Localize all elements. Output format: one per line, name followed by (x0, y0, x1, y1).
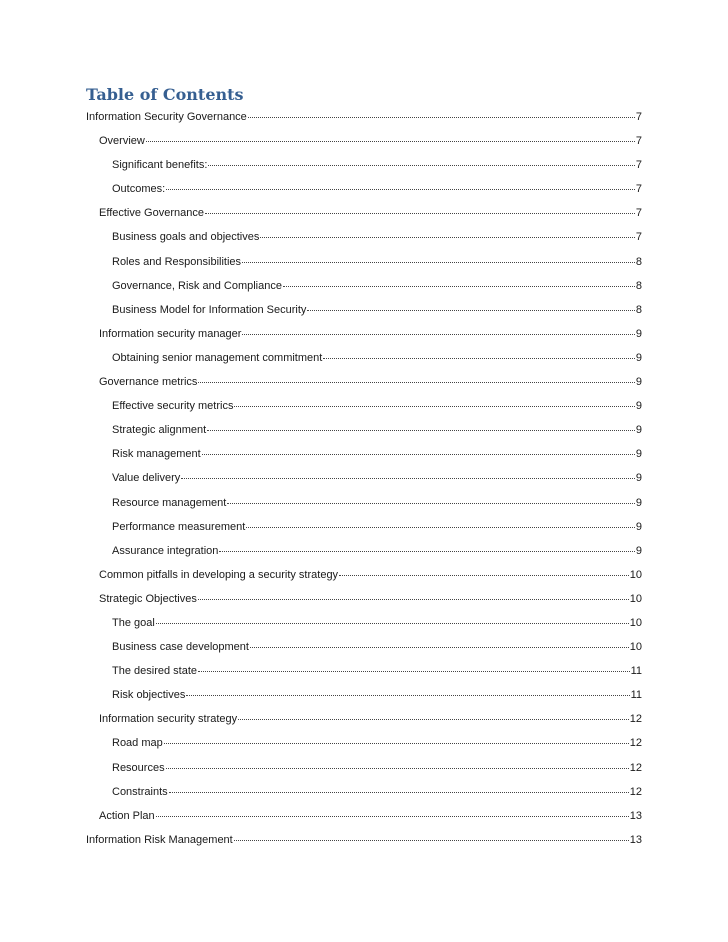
toc-dot-leader (169, 782, 629, 793)
toc-dot-leader (156, 613, 629, 624)
toc-entry-page-number[interactable]: 7 (635, 231, 642, 244)
toc-entry-page-number[interactable]: 9 (635, 400, 642, 413)
toc-dot-leader (307, 300, 634, 311)
toc-dot-leader (208, 155, 634, 166)
toc-entry-page-number[interactable]: 11 (630, 665, 642, 678)
toc-dot-leader (166, 758, 629, 769)
toc-entry-page-number[interactable]: 7 (635, 159, 642, 172)
toc-entry[interactable] (86, 783, 642, 807)
toc-entry-page-number[interactable]: 10 (629, 568, 642, 581)
toc-dot-leader (238, 709, 629, 720)
toc-entry-label[interactable]: Obtaining senior management commitment (112, 351, 323, 364)
toc-entry-page-number[interactable]: 7 (635, 207, 642, 220)
toc-entry-label[interactable]: Business case development (112, 641, 249, 654)
toc-entry[interactable] (86, 542, 642, 566)
toc-entry[interactable] (86, 518, 642, 542)
toc-dot-leader (202, 444, 635, 455)
toc-entry-label[interactable]: Governance, Risk and Compliance (112, 279, 282, 292)
toc-entry[interactable] (86, 686, 642, 710)
toc-dot-leader (248, 107, 635, 118)
toc-dot-leader (246, 517, 635, 528)
toc-entry[interactable] (86, 494, 642, 518)
page-title: Table of Contents (86, 85, 244, 104)
toc-entry-label[interactable]: The goal (112, 616, 155, 629)
toc-entry-label[interactable]: Outcomes: (112, 183, 166, 196)
toc-entry-label[interactable]: Risk management (112, 448, 201, 461)
toc-entry-label[interactable]: Strategic alignment (112, 424, 207, 437)
toc-entry-page-number[interactable]: 8 (635, 255, 642, 268)
toc-entry[interactable] (86, 228, 642, 252)
toc-dot-leader (198, 589, 629, 600)
toc-dot-leader (227, 493, 635, 504)
toc-entry-page-number[interactable]: 9 (635, 472, 642, 485)
toc-entry[interactable] (86, 445, 642, 469)
toc-dot-leader (198, 372, 634, 383)
toc-entry[interactable] (86, 132, 642, 156)
toc-entry-label[interactable]: Business Model for Information Security (112, 303, 307, 316)
toc-entry-page-number[interactable]: 12 (629, 737, 642, 750)
toc-dot-leader (186, 685, 629, 696)
toc-dot-leader (164, 733, 629, 744)
toc-entry-page-number[interactable]: 7 (635, 111, 642, 123)
toc-entry-page-number[interactable]: 12 (629, 761, 642, 774)
toc-entry[interactable] (86, 662, 642, 686)
toc-entry-label[interactable]: Information Security Governance (86, 111, 247, 123)
toc-entry[interactable] (86, 108, 642, 132)
toc-dot-leader (198, 661, 630, 672)
toc-entry[interactable] (86, 710, 642, 734)
toc-entry[interactable] (86, 180, 642, 204)
toc-entry[interactable] (86, 807, 642, 831)
toc-dot-leader (207, 420, 635, 431)
toc-entry-page-number[interactable]: 9 (635, 327, 642, 340)
toc-dot-leader (339, 565, 629, 576)
toc-entry[interactable] (86, 421, 642, 445)
toc-entry-page-number[interactable]: 11 (630, 689, 642, 702)
toc-dot-leader (260, 227, 635, 238)
toc-entry-label[interactable]: Value delivery (112, 472, 181, 485)
toc-dot-leader (166, 179, 635, 190)
toc-entry-page-number[interactable]: 9 (635, 376, 642, 389)
toc-entry[interactable] (86, 614, 642, 638)
toc-entry-label[interactable]: Information Risk Management (86, 833, 233, 846)
toc-entry-page-number[interactable]: 7 (635, 135, 642, 148)
toc-dot-leader (323, 348, 635, 359)
toc-entry-page-number[interactable]: 9 (635, 448, 642, 461)
toc-dot-leader (242, 324, 634, 335)
toc-entry[interactable] (86, 325, 642, 349)
toc-entry-label[interactable]: Strategic Objectives (99, 592, 197, 605)
toc-entry-label[interactable]: Governance metrics (99, 376, 198, 389)
toc-entry[interactable] (86, 469, 642, 493)
toc-entry-page-number[interactable]: 7 (635, 183, 642, 196)
toc-entry-label[interactable]: Resource management (112, 496, 227, 509)
toc-dot-leader (283, 276, 635, 287)
toc-entry-page-number[interactable]: 10 (629, 641, 642, 654)
toc-dot-leader (250, 637, 629, 648)
toc-entry-label[interactable]: Effective security metrics (112, 400, 234, 413)
toc-entry-page-number[interactable]: 13 (629, 833, 642, 846)
toc-entry-page-number[interactable]: 9 (635, 424, 642, 437)
toc-entry-page-number[interactable]: 13 (629, 809, 642, 822)
toc-dot-leader (219, 541, 634, 552)
toc-entry-label[interactable]: Information security strategy (99, 713, 238, 726)
toc-entry-page-number[interactable]: 10 (629, 616, 642, 629)
toc-entry-label[interactable]: Risk objectives (112, 689, 186, 702)
toc-entry[interactable] (86, 831, 642, 855)
toc-entry-label[interactable]: Performance measurement (112, 520, 246, 533)
toc-entry[interactable] (86, 590, 642, 614)
toc-entry[interactable] (86, 373, 642, 397)
toc-entry-page-number[interactable]: 9 (635, 520, 642, 533)
toc-entry[interactable] (86, 253, 642, 277)
table-of-contents (86, 108, 642, 855)
toc-dot-leader (205, 203, 635, 214)
toc-entry[interactable] (86, 301, 642, 325)
toc-entry[interactable] (86, 156, 642, 180)
toc-entry-label[interactable]: Resources (112, 761, 165, 774)
toc-entry-label[interactable]: Assurance integration (112, 544, 219, 557)
toc-entry-label[interactable]: The desired state (112, 665, 197, 678)
toc-entry-label[interactable]: Business goals and objectives (112, 231, 260, 244)
toc-entry-label[interactable]: Overview (99, 135, 145, 148)
toc-entry-label[interactable]: Road map (112, 737, 163, 750)
toc-dot-leader (146, 131, 635, 142)
toc-dot-leader (242, 252, 635, 263)
toc-entry-label[interactable]: Common pitfalls in developing a security strategy (99, 568, 339, 581)
toc-entry[interactable] (86, 759, 642, 783)
toc-entry-page-number[interactable]: 8 (635, 303, 642, 316)
toc-dot-leader (181, 468, 635, 479)
toc-entry-page-number[interactable]: 12 (629, 785, 642, 798)
toc-entry-page-number[interactable]: 10 (629, 592, 642, 605)
toc-entry[interactable] (86, 638, 642, 662)
toc-entry-page-number[interactable]: 12 (629, 713, 642, 726)
toc-entry[interactable] (86, 397, 642, 421)
toc-entry-label[interactable]: Roles and Responsibilities (112, 255, 242, 268)
toc-entry-label[interactable]: Action Plan (99, 809, 155, 822)
toc-entry-label[interactable]: Significant benefits: (112, 159, 208, 172)
toc-dot-leader (156, 806, 629, 817)
toc-entry-page-number[interactable]: 9 (635, 496, 642, 509)
toc-entry-label[interactable]: Constraints (112, 785, 168, 798)
toc-dot-leader (234, 396, 634, 407)
toc-entry-page-number[interactable]: 9 (635, 351, 642, 364)
toc-entry[interactable] (86, 277, 642, 301)
toc-entry[interactable] (86, 349, 642, 373)
toc-entry[interactable] (86, 566, 642, 590)
toc-entry-label[interactable]: Information security manager (99, 327, 242, 340)
toc-entry-page-number[interactable]: 9 (635, 544, 642, 557)
toc-entry[interactable] (86, 204, 642, 228)
toc-entry-page-number[interactable]: 8 (635, 279, 642, 292)
toc-dot-leader (234, 830, 629, 841)
toc-entry-label[interactable]: Effective Governance (99, 207, 204, 220)
toc-entry[interactable] (86, 734, 642, 758)
